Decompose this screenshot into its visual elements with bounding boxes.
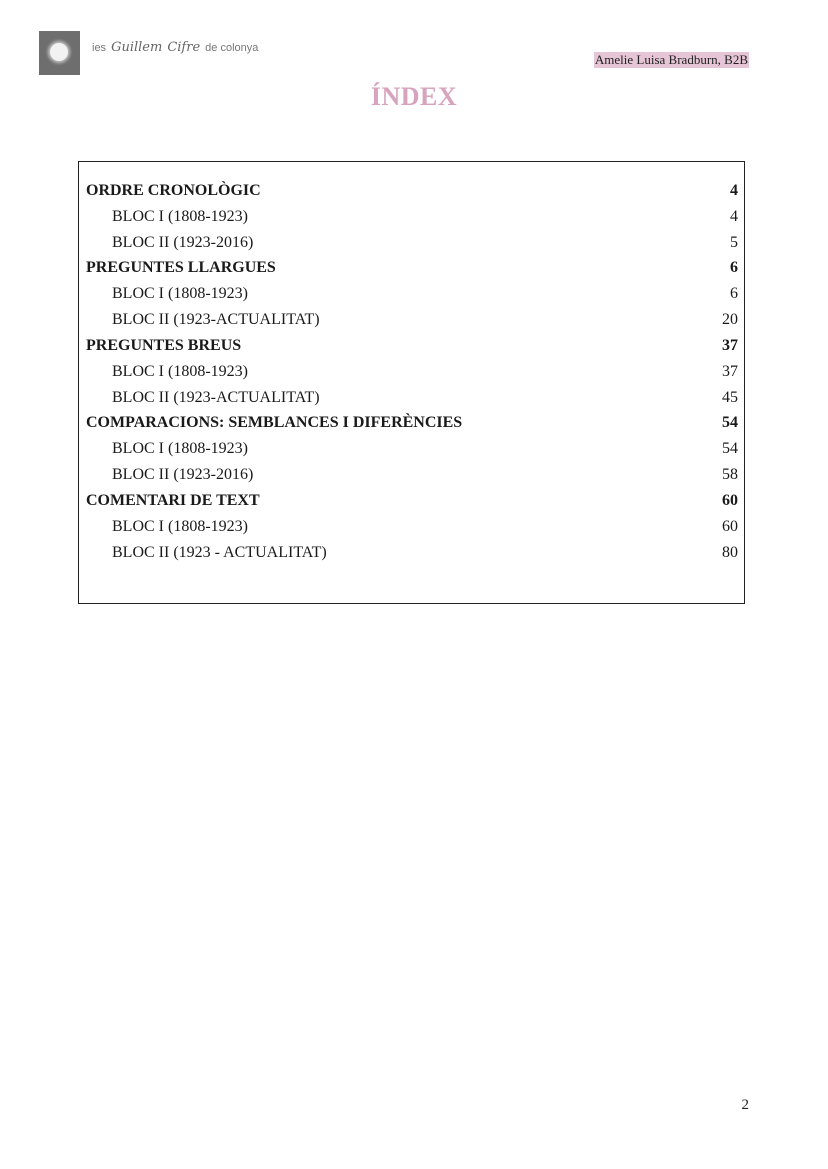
sun-icon [50, 43, 68, 61]
toc-label: BLOC II (1923-ACTUALITAT) [112, 389, 320, 406]
logo-guillem: Guillem [111, 40, 163, 55]
toc-page: 37 [722, 337, 738, 354]
table-of-contents [78, 161, 745, 604]
school-logo-icon [39, 31, 80, 75]
toc-section[interactable] [86, 333, 738, 359]
toc-page: 6 [730, 259, 738, 276]
toc-page: 45 [722, 389, 738, 406]
toc-label: COMENTARI DE TEXT [86, 492, 260, 509]
toc-subsection[interactable] [112, 359, 738, 385]
toc-page: 4 [730, 182, 738, 199]
toc-page: 60 [722, 518, 738, 535]
toc-section[interactable] [86, 255, 738, 281]
toc-page: 80 [722, 544, 738, 561]
toc-page: 54 [722, 414, 738, 431]
toc-subsection[interactable] [112, 540, 738, 566]
author-name: Amelie Luisa Bradburn, B2B [594, 52, 748, 67]
toc-subsection[interactable] [112, 462, 738, 488]
toc-subsection[interactable] [112, 204, 738, 230]
toc-page: 54 [722, 440, 738, 457]
toc-subsection[interactable] [112, 436, 738, 462]
page-number: 2 [741, 1097, 749, 1113]
toc-label: ORDRE CRONOLÒGIC [86, 182, 261, 199]
toc-section[interactable] [86, 488, 738, 514]
toc-label: COMPARACIONS: SEMBLANCES I DIFERÈNCIES [86, 414, 463, 431]
toc-label: BLOC I (1808-1923) [112, 208, 248, 225]
toc-label: BLOC I (1808-1923) [112, 440, 248, 457]
toc-subsection[interactable] [112, 230, 738, 256]
toc-page: 4 [730, 208, 738, 225]
page-title: ÍNDEX [370, 82, 458, 111]
toc-section[interactable] [86, 410, 738, 436]
toc-subsection[interactable] [112, 281, 738, 307]
toc-label: PREGUNTES BREUS [86, 337, 242, 354]
logo-de-colonya: de colonya [205, 42, 259, 54]
toc-page: 37 [722, 363, 738, 380]
toc-label: BLOC I (1808-1923) [112, 285, 248, 302]
toc-label: BLOC II (1923-ACTUALITAT) [112, 311, 320, 328]
toc-label: BLOC II (1923 - ACTUALITAT) [112, 544, 327, 561]
toc-subsection[interactable] [112, 385, 738, 411]
toc-subsection[interactable] [112, 514, 738, 540]
toc-page: 60 [722, 492, 738, 509]
toc-page: 20 [722, 311, 738, 328]
toc-label: BLOC II (1923-2016) [112, 466, 254, 483]
toc-subsection[interactable] [112, 307, 738, 333]
toc-label: BLOC II (1923-2016) [112, 234, 254, 251]
school-logo-text [92, 40, 258, 64]
toc-label: PREGUNTES LLARGUES [86, 259, 276, 276]
toc-label: BLOC I (1808-1923) [112, 518, 248, 535]
toc-page: 58 [722, 466, 738, 483]
toc-page: 6 [730, 285, 738, 302]
logo-cifre: Cifre [167, 40, 201, 55]
toc-page: 5 [730, 234, 738, 251]
toc-section[interactable] [86, 178, 738, 204]
toc-label: BLOC I (1808-1923) [112, 363, 248, 380]
logo-ies: ies [92, 42, 107, 54]
